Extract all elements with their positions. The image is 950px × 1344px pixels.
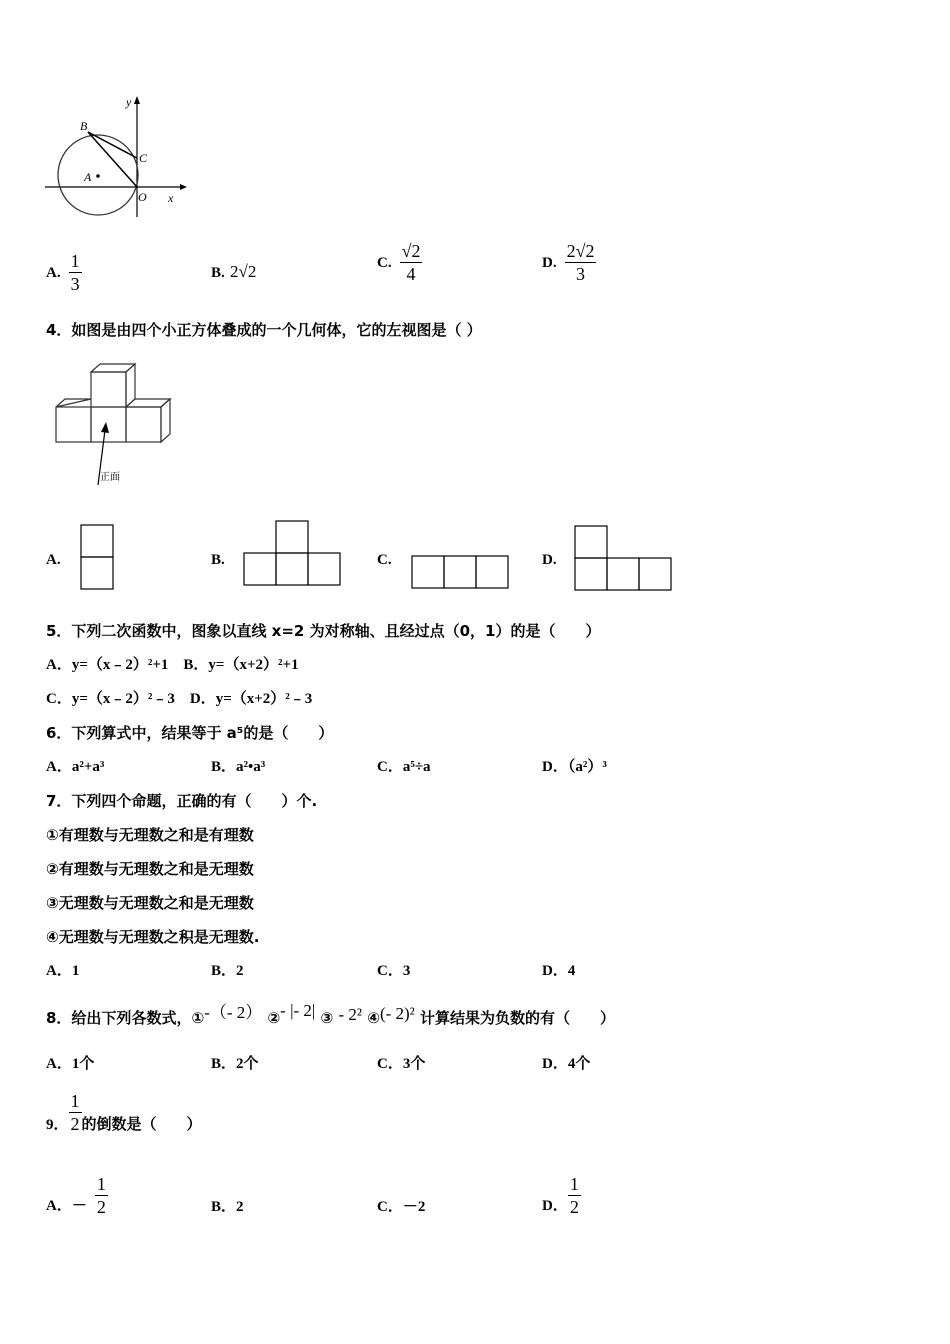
circle-coordinate-figure (40, 92, 190, 222)
cube-stack-figure (50, 360, 185, 490)
q4-option-a-view[interactable] (80, 524, 116, 592)
q7-item: ③无理数与无理数之和是无理数 (46, 894, 254, 912)
option-value: 2√2 (230, 262, 257, 281)
option-label: B. (211, 265, 225, 281)
q6-stem: 6．下列算式中，结果等于 a⁵的是（ ） (46, 724, 334, 742)
svg-text:C: C (139, 151, 148, 165)
q8-option-d[interactable]: D．4个 (542, 1056, 591, 1072)
q7-option-c[interactable]: C．3 (377, 963, 411, 979)
fraction: $\frac{2√2}{3}$ (566, 241, 595, 284)
svg-text:正面: 正面 (100, 472, 120, 483)
q6-option-c[interactable]: C．a⁵÷a (377, 759, 431, 775)
svg-text:x: x (168, 191, 174, 205)
q9-option-d[interactable]: D． $\frac{1}{2}$ (542, 1174, 579, 1217)
q5-options-row-1[interactable]: A．y=（x﹣2）²+1 B．y=（x+2）²+1 (46, 657, 299, 673)
q9-stem: 9． $\frac{1}{2}$ 的倒数是（ ） (46, 1091, 202, 1134)
svg-text:y: y (126, 95, 132, 109)
q4-option-b[interactable]: B. (211, 552, 225, 568)
q4-option-b-view[interactable] (243, 520, 343, 588)
q6-option-d[interactable]: D．（a²）³ (542, 759, 607, 775)
q5-stem: 5．下列二次函数中，图象以直线 x=2 为对称轴、且经过点（0，1）的是（ ） (46, 622, 601, 640)
q8-option-b[interactable]: B．2个 (211, 1056, 259, 1072)
q4-option-d-view[interactable] (574, 525, 674, 593)
q7-option-a[interactable]: A．1 (46, 963, 80, 979)
fraction: $\frac{√2}{4}$ (401, 241, 421, 284)
q3-option-d[interactable] (542, 240, 596, 285)
fraction: $\frac{1}{2}$ (96, 1174, 106, 1217)
q9-option-a[interactable]: A．－ $\frac{1}{2}$ (46, 1174, 106, 1217)
q3-option-b[interactable] (211, 262, 256, 283)
q4-stem: 4．如图是由四个小正方体叠成的一个几何体，它的左视图是（ ） (46, 321, 482, 339)
svg-text:A: A (84, 170, 92, 184)
q7-stem: 7．下列四个命题，正确的有（ ）个. (46, 792, 318, 810)
q5-options-row-2[interactable]: C．y=（x﹣2）²﹣3 D．y=（x+2）²﹣3 (46, 691, 313, 707)
fraction: $\frac{1}{2}$ (569, 1174, 579, 1217)
option-label: D. (542, 255, 557, 271)
q4-option-a[interactable]: A. (46, 552, 61, 568)
q6-option-a[interactable]: A．a²+a³ (46, 759, 105, 775)
q7-item: ④无理数与无理数之积是无理数. (46, 928, 260, 946)
svg-text:O: O (138, 190, 147, 204)
q8-option-c[interactable]: C．3个 (377, 1056, 426, 1072)
option-label: C. (377, 255, 392, 271)
fraction: $\frac{1}{2}$ (70, 1091, 80, 1134)
option-label: A. (46, 265, 61, 281)
q4-option-c-view[interactable] (411, 555, 513, 591)
q7-item: ②有理数与无理数之和是无理数 (46, 860, 254, 878)
svg-text:B: B (80, 119, 88, 133)
q7-option-d[interactable]: D．4 (542, 963, 576, 979)
q8-stem: 8．给出下列各数式，①-（- 2） ②- |- 2| ③ - 2² ④(- 2)² 计算结果为负数的有（ ） (46, 1001, 616, 1027)
q9-option-b[interactable]: B．2 (211, 1199, 244, 1215)
q4-option-d[interactable]: D. (542, 552, 557, 568)
q3-option-c[interactable] (377, 240, 422, 285)
q9-option-c[interactable]: C．－2 (377, 1199, 426, 1215)
q7-item: ①有理数与无理数之和是有理数 (46, 826, 254, 844)
q7-option-b[interactable]: B．2 (211, 963, 244, 979)
q6-option-b[interactable]: B．a²•a³ (211, 759, 266, 775)
q3-option-a[interactable] (46, 250, 82, 295)
fraction: $\frac{1}{3}$ (70, 251, 80, 294)
q8-option-a[interactable]: A．1个 (46, 1056, 95, 1072)
q4-option-c[interactable]: C. (377, 552, 392, 568)
